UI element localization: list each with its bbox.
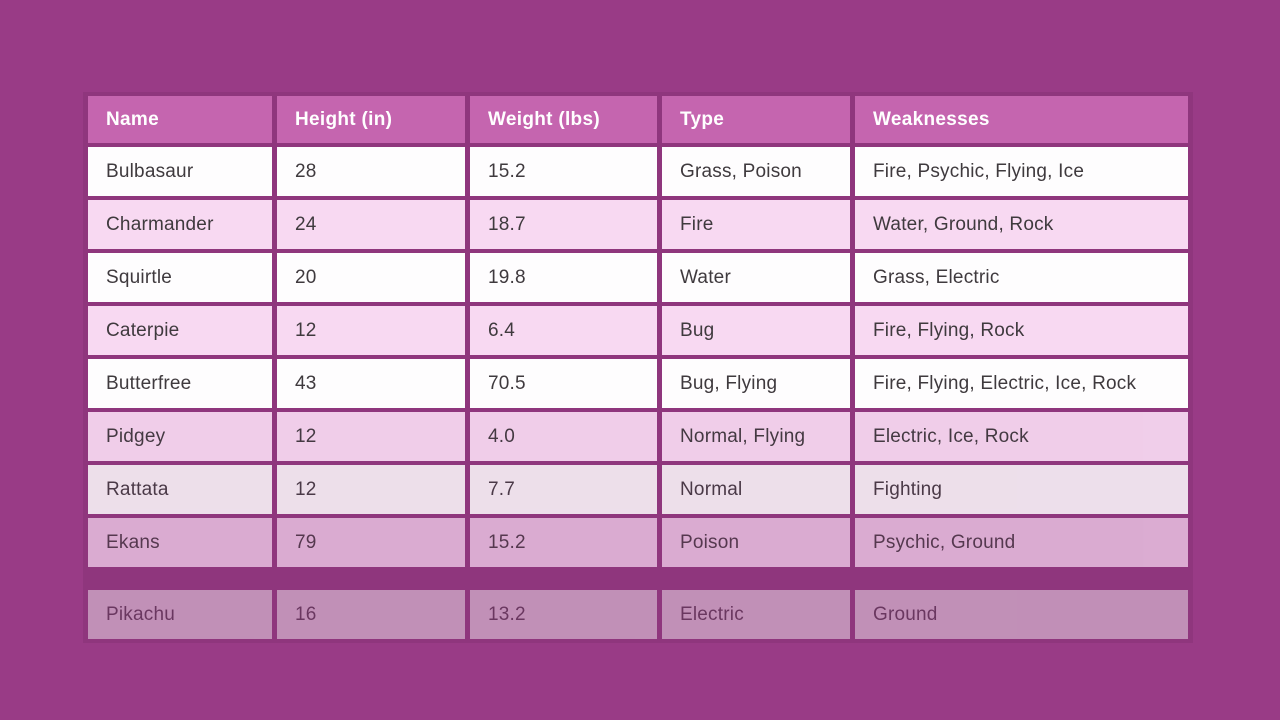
table-header	[88, 96, 1188, 143]
cell-weight: 19.8	[470, 253, 657, 302]
cell-weaknesses: Grass, Electric	[855, 253, 1188, 302]
row-gap-cell	[88, 571, 1188, 586]
cell-weaknesses: Fire, Flying, Electric, Ice, Rock	[855, 359, 1188, 408]
header-type: Type	[662, 96, 850, 143]
cell-weight: 7.7	[470, 465, 657, 514]
table-row	[88, 253, 1188, 302]
table-row	[88, 359, 1188, 408]
cell-weaknesses: Fire, Flying, Rock	[855, 306, 1188, 355]
cell-name: Rattata	[88, 465, 272, 514]
cell-weaknesses: Psychic, Ground	[855, 518, 1188, 567]
cell-height: 43	[277, 359, 465, 408]
cell-weight: 15.2	[470, 518, 657, 567]
table-row	[88, 518, 1188, 567]
cell-type: Electric	[662, 590, 850, 639]
pokemon-table-container	[83, 92, 1193, 643]
header-row	[88, 96, 1188, 143]
pokemon-table	[83, 92, 1193, 643]
cell-type: Normal, Flying	[662, 412, 850, 461]
header-name: Name	[88, 96, 272, 143]
cell-type: Grass, Poison	[662, 147, 850, 196]
cell-height: 79	[277, 518, 465, 567]
cell-height: 20	[277, 253, 465, 302]
cell-name: Butterfree	[88, 359, 272, 408]
cell-weight: 15.2	[470, 147, 657, 196]
cell-height: 12	[277, 306, 465, 355]
header-weight: Weight (lbs)	[470, 96, 657, 143]
cell-type: Bug, Flying	[662, 359, 850, 408]
cell-name: Pikachu	[88, 590, 272, 639]
cell-weight: 18.7	[470, 200, 657, 249]
cell-name: Caterpie	[88, 306, 272, 355]
header-height: Height (in)	[277, 96, 465, 143]
cell-name: Squirtle	[88, 253, 272, 302]
cell-height: 12	[277, 412, 465, 461]
cell-weaknesses: Fire, Psychic, Flying, Ice	[855, 147, 1188, 196]
cell-weight: 70.5	[470, 359, 657, 408]
cell-weight: 4.0	[470, 412, 657, 461]
cell-weaknesses: Ground	[855, 590, 1188, 639]
cell-weaknesses: Electric, Ice, Rock	[855, 412, 1188, 461]
cell-weaknesses: Fighting	[855, 465, 1188, 514]
cell-name: Pidgey	[88, 412, 272, 461]
table-row	[88, 412, 1188, 461]
cell-height: 24	[277, 200, 465, 249]
header-weaknesses: Weaknesses	[855, 96, 1188, 143]
cell-type: Poison	[662, 518, 850, 567]
table-row	[88, 465, 1188, 514]
cell-type: Fire	[662, 200, 850, 249]
cell-height: 12	[277, 465, 465, 514]
cell-name: Bulbasaur	[88, 147, 272, 196]
cell-name: Ekans	[88, 518, 272, 567]
cell-type: Water	[662, 253, 850, 302]
cell-weight: 13.2	[470, 590, 657, 639]
row-gap	[88, 571, 1188, 586]
table-row	[88, 200, 1188, 249]
table-body	[88, 147, 1188, 639]
cell-weight: 6.4	[470, 306, 657, 355]
table-row	[88, 590, 1188, 639]
cell-weaknesses: Water, Ground, Rock	[855, 200, 1188, 249]
cell-height: 16	[277, 590, 465, 639]
cell-name: Charmander	[88, 200, 272, 249]
table-row	[88, 306, 1188, 355]
cell-type: Bug	[662, 306, 850, 355]
cell-height: 28	[277, 147, 465, 196]
table-row	[88, 147, 1188, 196]
cell-type: Normal	[662, 465, 850, 514]
